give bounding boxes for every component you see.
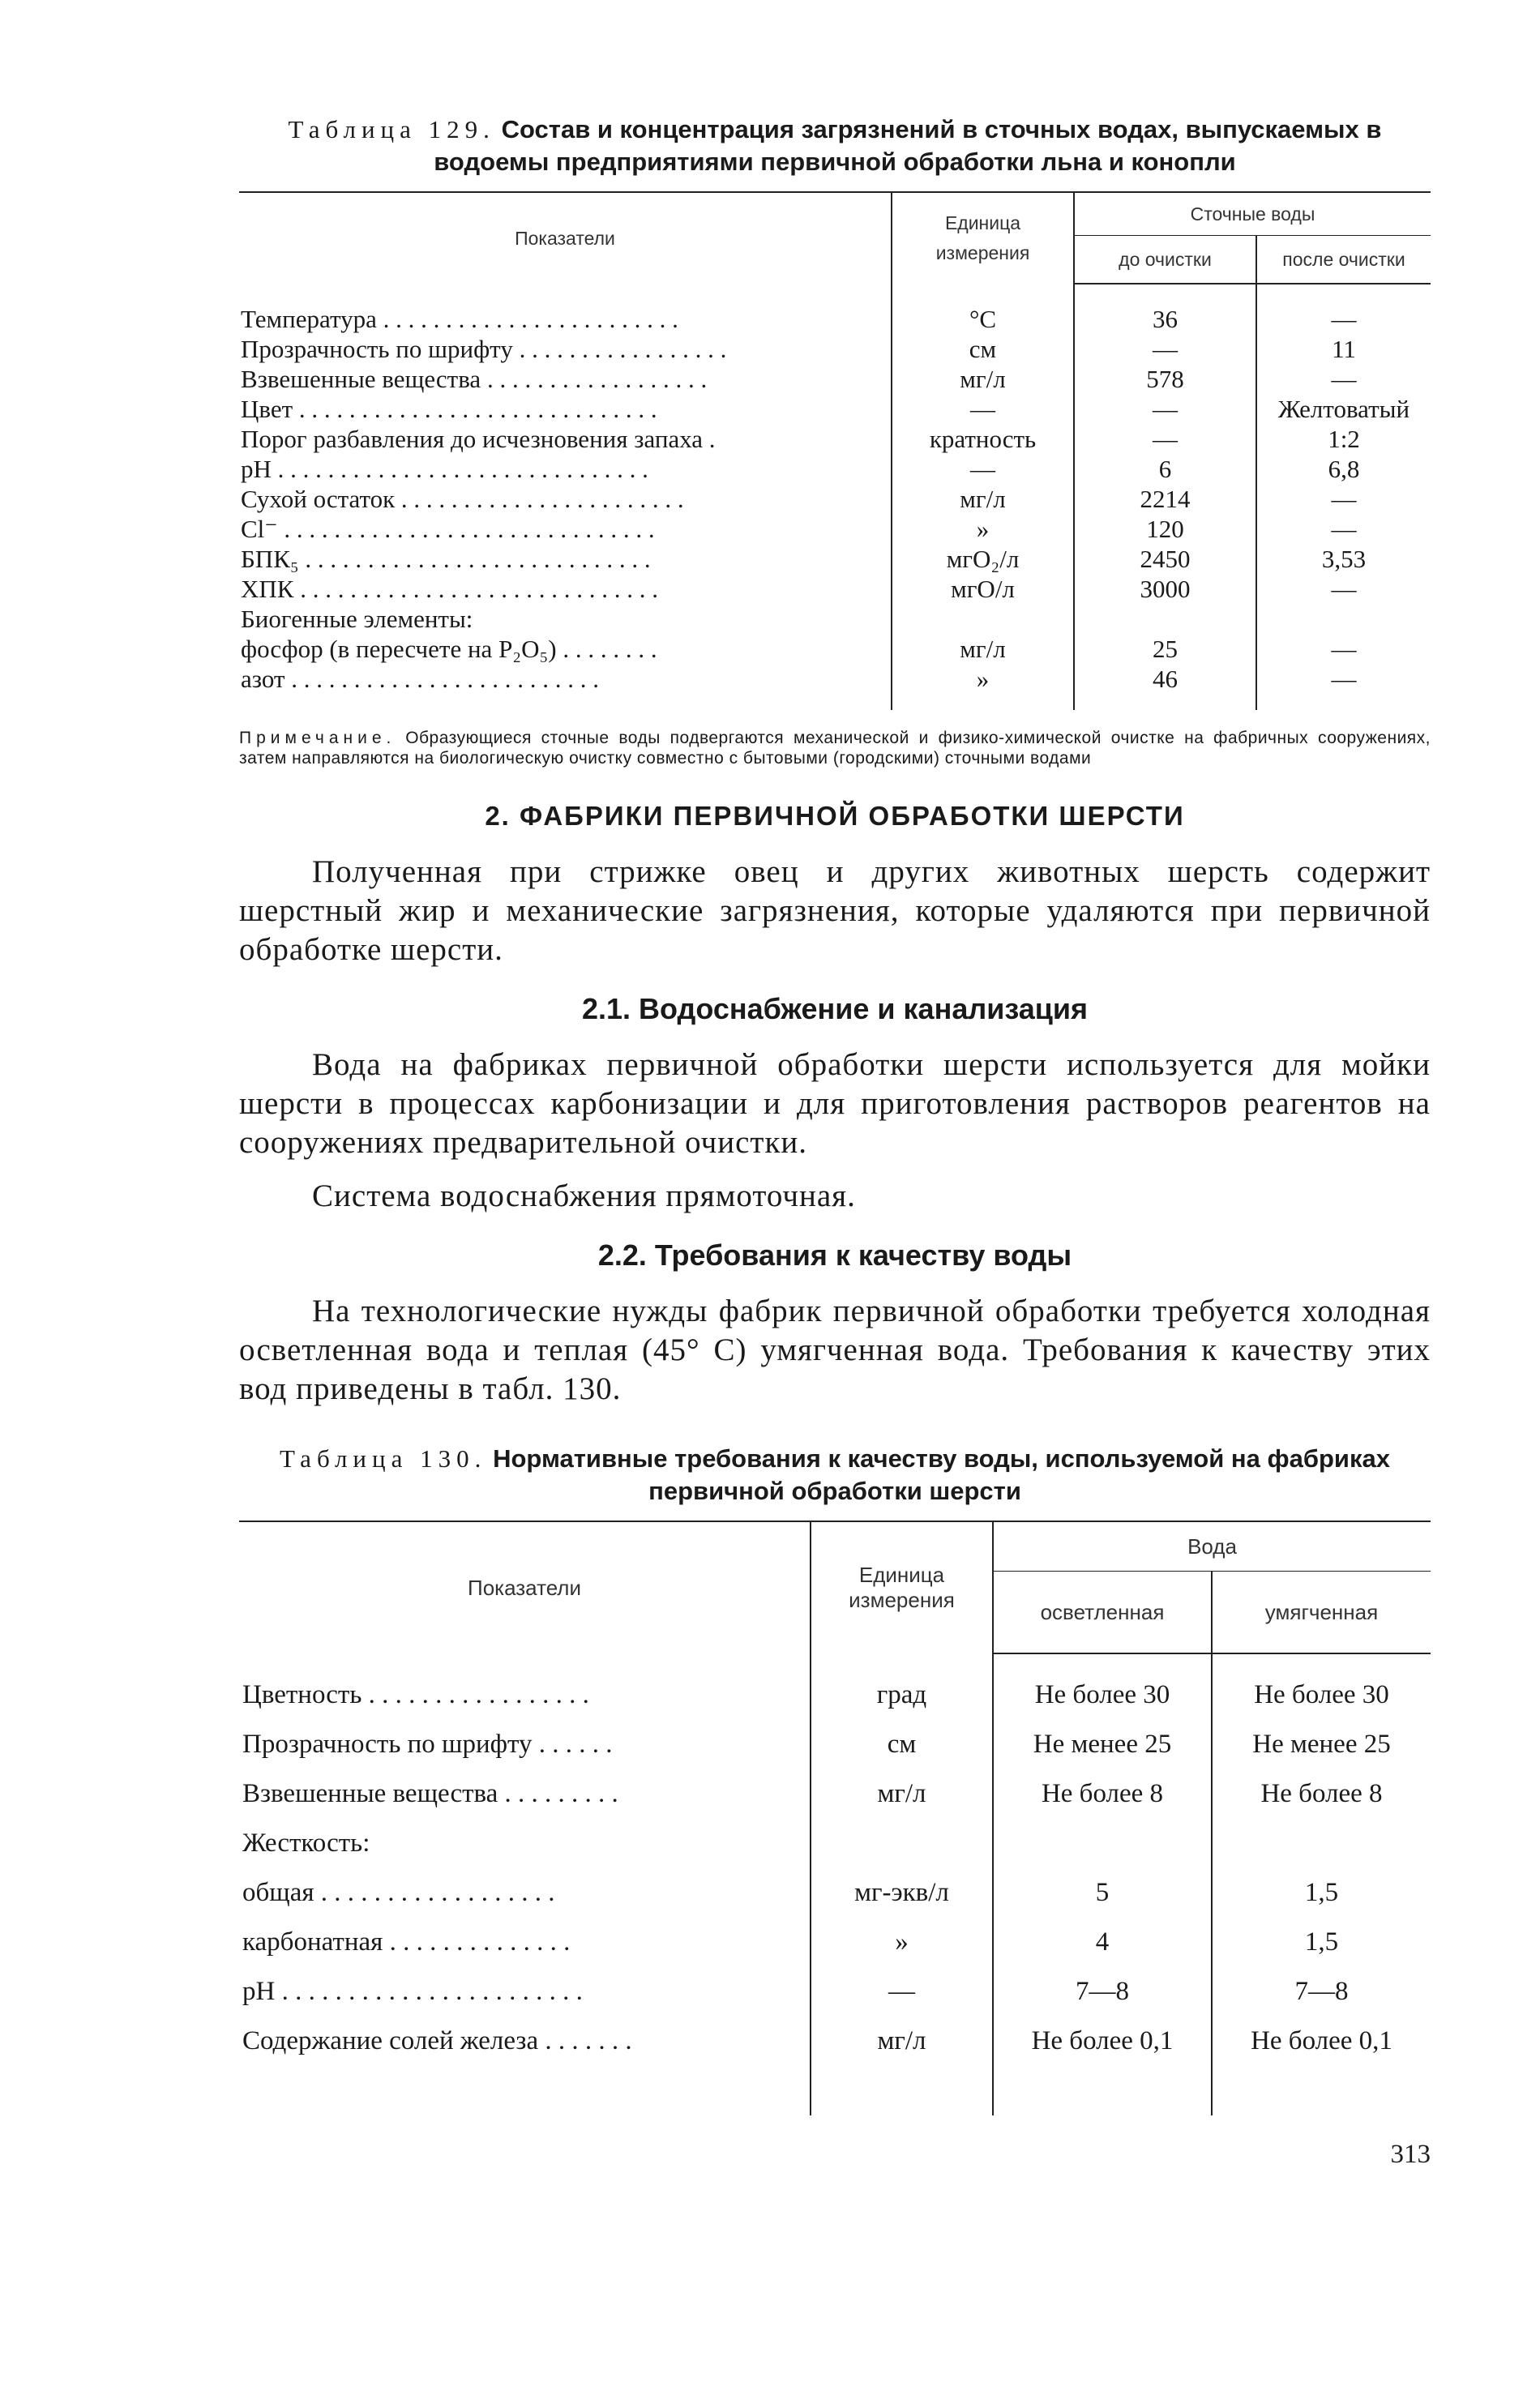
row-unit: — [892, 394, 1074, 424]
section-intro: Полученная при стрижке овец и других животных шерсть содержит шерстный жир и механические загрязнения, которые удаляются при первичной обработке шерсти. [239, 854, 1431, 967]
section-heading: 2. ФАБРИКИ ПЕРВИЧНОЙ ОБРАБОТКИ ШЕРСТИ [485, 801, 1185, 831]
row-unit: мг/л [811, 1769, 993, 1819]
row-before: — [1074, 334, 1256, 364]
row-label: Прозрачность по шрифту . . . . . . . . . . . . . . . . . [241, 335, 727, 363]
table-row [239, 2017, 1431, 2066]
row-unit: кратность [892, 424, 1074, 454]
row-before: — [1074, 394, 1256, 424]
t129-header-after: после очистки [1256, 236, 1431, 284]
row-unit: мг/л [811, 2017, 993, 2066]
row-label: Прозрачность по шрифту . . . . . . [242, 1730, 613, 1759]
row-clarified: Не более 8 [993, 1769, 1212, 1819]
table-row [239, 1918, 1431, 1967]
paragraph: На технологические нужды фабрик первичной обработки требуется холодная осветленная вода и теплая (45° С) умягченная вода. Требования к качеству этих вод приведены в табл. 130. [239, 1294, 1431, 1406]
row-after: 6,8 [1256, 454, 1431, 484]
t129-header-unit: Единица измерения [892, 192, 1074, 284]
t130-header-unit: Единица измерения [811, 1521, 993, 1653]
row-unit: » [892, 664, 1074, 710]
row-after: 3,53 [1256, 544, 1431, 574]
subsection-heading-2-1: 2.1. Водоснабжение и канализация [581, 992, 1089, 1025]
row-after: — [1256, 364, 1431, 394]
row-clarified: Не более 30 [993, 1653, 1212, 1720]
row-after: Желтоватый [1256, 394, 1431, 424]
row-unit: °C [892, 284, 1074, 334]
row-label: ХПК . . . . . . . . . . . . . . . . . . . . . . . . . . . . . [241, 575, 658, 603]
table-129 [239, 191, 1431, 710]
row-before: 6 [1074, 454, 1256, 484]
row-after: — [1256, 664, 1431, 710]
t130-header-softened: умягченная [1212, 1572, 1431, 1654]
row-softened: Не более 8 [1212, 1769, 1431, 1819]
row-label: карбонатная . . . . . . . . . . . . . . [242, 1927, 571, 1957]
table-row [239, 284, 1431, 334]
row-before: 25 [1074, 634, 1256, 664]
row-clarified: 4 [993, 1918, 1212, 1967]
row-label: Сухой остаток . . . . . . . . . . . . . . . . . . . . . . . [241, 485, 684, 513]
row-label: Содержание солей железа . . . . . . . [242, 2026, 632, 2055]
table-row [239, 364, 1431, 394]
row-softened: Не менее 25 [1212, 1720, 1431, 1769]
row-label: Температура . . . . . . . . . . . . . . . . . . . . . . . . [241, 304, 678, 333]
table-row [239, 394, 1431, 424]
row-unit: » [811, 1918, 993, 1967]
row-softened: 1,5 [1212, 1868, 1431, 1918]
table-row [239, 334, 1431, 364]
row-before: 36 [1074, 284, 1256, 334]
note-prefix: Примечание. [239, 729, 396, 747]
table-row [239, 664, 1431, 710]
row-label: Порог разбавления до исчезновения запаха . [241, 425, 716, 453]
page [239, 113, 1431, 2169]
row-unit: град [811, 1653, 993, 1720]
row-before: 578 [1074, 364, 1256, 394]
row-after: — [1256, 484, 1431, 514]
table-row [239, 514, 1431, 544]
row-softened: 1,5 [1212, 1918, 1431, 1967]
row-before: 120 [1074, 514, 1256, 544]
page-number: 313 [1390, 2140, 1431, 2169]
table-row [239, 634, 1431, 664]
t129-header-indicators: Показатели [239, 192, 892, 284]
t129-header-wastewater: Сточные воды [1074, 192, 1431, 236]
row-before: 2214 [1074, 484, 1256, 514]
row-before: 46 [1074, 664, 1256, 710]
row-label: Взвешенные вещества . . . . . . . . . . . . . . . . . . [241, 365, 708, 393]
table-row [239, 454, 1431, 484]
row-label: азот . . . . . . . . . . . . . . . . . . . . . . . . . [241, 665, 599, 693]
table-row [239, 1868, 1431, 1918]
row-label: Взвешенные вещества . . . . . . . . . [242, 1779, 618, 1808]
paragraph: Вода на фабриках первичной обработки шерсти используется для мойки шерсти в процессах карбонизации и для приготовления растворов реагентов на сооружениях предварительной очистки. [239, 1047, 1431, 1160]
table-129-caption [239, 113, 1431, 178]
table-row [239, 1769, 1431, 1819]
row-label: pH . . . . . . . . . . . . . . . . . . . . . . . . . . . . . . [241, 455, 648, 483]
row-after: — [1256, 634, 1431, 664]
row-before: 3000 [1074, 574, 1256, 604]
row-after: 11 [1256, 334, 1431, 364]
group-label: Жесткость: [242, 1829, 370, 1858]
table-row [239, 1967, 1431, 2017]
row-label: Цветность . . . . . . . . . . . . . . . . . [242, 1679, 589, 1709]
table-129-note [239, 728, 1431, 768]
t129-header-before: до очистки [1074, 236, 1256, 284]
row-softened: Не более 30 [1212, 1653, 1431, 1720]
table-130-caption [239, 1443, 1431, 1508]
table-129-caption-prefix: Таблица 129. [288, 115, 495, 143]
table-row [239, 544, 1431, 574]
table-row [239, 574, 1431, 604]
row-after: — [1256, 574, 1431, 604]
row-unit: см [811, 1720, 993, 1769]
paragraph: Система водоснабжения прямоточная. [312, 1178, 856, 1213]
row-clarified: Не менее 25 [993, 1720, 1212, 1769]
row-unit: » [892, 514, 1074, 544]
row-unit: — [892, 454, 1074, 484]
row-label: Цвет . . . . . . . . . . . . . . . . . . . . . . . . . . . . . [241, 395, 657, 423]
row-clarified: Не более 0,1 [993, 2017, 1212, 2066]
table-row [239, 1720, 1431, 1769]
table-row [239, 424, 1431, 454]
table-row [239, 484, 1431, 514]
row-unit: мг/л [892, 634, 1074, 664]
row-unit: см [892, 334, 1074, 364]
row-after: — [1256, 514, 1431, 544]
table-130-caption-prefix: Таблица 130. [280, 1444, 487, 1473]
group-label: Биогенные элементы: [241, 605, 473, 633]
t130-header-indicators: Показатели [239, 1521, 811, 1653]
table-row [239, 1653, 1431, 1720]
row-label: pH . . . . . . . . . . . . . . . . . . . . . . . [242, 1977, 583, 2006]
row-label: Cl⁻ . . . . . . . . . . . . . . . . . . . . . . . . . . . . . . [241, 515, 655, 543]
row-unit: мгО/л [892, 574, 1074, 604]
row-label: БПК₅ . . . . . . . . . . . . . . . . . . . . . . . . . . . . [241, 545, 651, 573]
row-unit: мгО₂/л [892, 544, 1074, 574]
t130-header-clarified: осветленная [993, 1572, 1212, 1654]
row-unit: — [811, 1967, 993, 2017]
table-group-row [239, 1819, 1431, 1868]
subsection-heading-2-2: 2.2. Требования к качеству воды [597, 1238, 1072, 1272]
row-unit: мг-экв/л [811, 1868, 993, 1918]
row-unit: мг/л [892, 364, 1074, 394]
row-label: фосфор (в пересчете на P₂O₅) . . . . . . . . [241, 635, 657, 663]
row-before: 2450 [1074, 544, 1256, 574]
table-130-caption-title: Нормативные требования к качеству воды, используемой на фабриках первичной обработки шерсти [493, 1444, 1390, 1505]
row-label: общая . . . . . . . . . . . . . . . . . . [242, 1878, 555, 1907]
row-after: — [1256, 284, 1431, 334]
t130-header-water: Вода [993, 1521, 1431, 1572]
table-129-caption-title: Состав и концентрация загрязнений в сточных водах, выпускаемых в водоемы предприятиями первичной обработки льна и конопли [434, 115, 1382, 176]
row-before: — [1074, 424, 1256, 454]
row-clarified: 5 [993, 1868, 1212, 1918]
row-softened: Не более 0,1 [1212, 2017, 1431, 2066]
row-after: 1:2 [1256, 424, 1431, 454]
row-softened: 7—8 [1212, 1967, 1431, 2017]
table-130 [239, 1521, 1431, 2115]
note-text: Образующиеся сточные воды подвергаются механической и физико-химической очистке на фабричных сооружениях, затем направляются на биологическую очистку совместно с бытовыми (городскими) сточными водами [239, 729, 1431, 768]
row-clarified: 7—8 [993, 1967, 1212, 2017]
row-unit: мг/л [892, 484, 1074, 514]
table-group-row [239, 604, 1431, 634]
